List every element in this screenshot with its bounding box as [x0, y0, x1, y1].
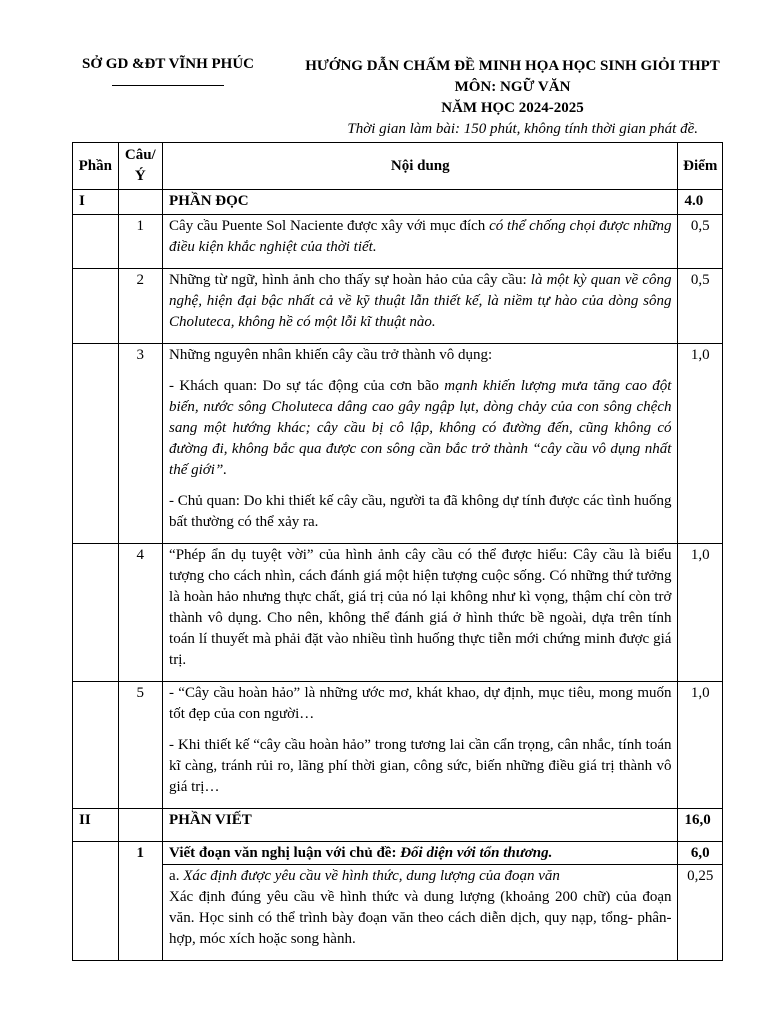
section-part: II: [73, 809, 119, 842]
empty-cell: [73, 344, 119, 544]
empty-cell: [73, 682, 119, 809]
content-paragraph: - “Cây cầu hoàn hảo” là những ước mơ, khát khao, dự định, mục tiêu, mong muốn tốt đẹp của con người…: [169, 685, 672, 722]
section-part: I: [73, 190, 119, 215]
table-row: [73, 215, 723, 269]
question-content: “Phép ẩn dụ tuyệt vời” của hình ảnh cây cầu có thể được hiểu: Cây cầu là biểu tượng cho cách nhìn, cách đánh giá một hiện tượng cuộc sống. Có những thứ tưởng là hoàn hảo nhưng thực chất, giá trị của nó lại không như kì vọng, thậm chí còn trở thành vô dụng. Cho nên, không thể đánh giá ở hình thức bề ngoài, dựa trên tính toán lí thuyết mà phải đặt vào nhiều tình huống thực tiễn mới chứng minh được giá trị.: [163, 544, 678, 682]
content-paragraph: Xác định đúng yêu cầu về hình thức và dung lượng (khoảng 200 chữ) của đoạn văn. Học sinh có thể trình bày đoạn văn theo cách diễn dịch, quy nạp, tổng- phân- hợp, móc xích hoặc song hành.: [169, 889, 672, 947]
time-label: Thời gian làm bài: [347, 121, 455, 137]
header-part: Phần: [73, 143, 119, 190]
content-text: - Khách quan: Do sự tác động của cơn bão: [169, 378, 445, 394]
content-italic: có thể chống chọi được những điều kiện khắc nghiệt của thời tiết.: [169, 218, 672, 255]
content-italic: là một kỳ quan về công nghệ, hiện đại bậc nhất cả về kỹ thuật lẫn thiết kế, là niềm tự hào của dòng sông Choluteca, không hề có một lỗi kĩ thuật nào.: [169, 272, 672, 330]
empty-cell: [73, 215, 119, 269]
question-content: [163, 344, 678, 544]
question-content: [163, 865, 678, 961]
question-content: [163, 269, 678, 344]
content-text: Viết đoạn văn nghị luận với chủ đề:: [169, 845, 401, 861]
header-left: [68, 56, 268, 86]
question-content: [163, 215, 678, 269]
question-number: 3: [118, 344, 162, 544]
question-score: 0,5: [678, 215, 723, 269]
section-title: PHẦN VIẾT: [163, 809, 678, 842]
content-paragraph: - Khi thiết kế “cây cầu hoàn hảo” trong tương lai cần cẩn trọng, cân nhắc, tính toán kĩ càng, tránh rủi ro, lãng phí thời gian, công sức, biến những điều giá trị thành vô giá trị…: [169, 737, 672, 795]
table-row: [73, 865, 723, 961]
question-score: 6,0: [678, 842, 723, 865]
section-score: 4.0: [678, 190, 723, 215]
content-text: Cây cầu Puente Sol Naciente được xây với mục đích: [169, 218, 490, 234]
doc-year: NĂM HỌC 2024-2025: [441, 100, 584, 116]
content-text: Những từ ngữ, hình ảnh cho thấy sự hoàn hảo của cây cầu:: [169, 272, 531, 288]
empty-cell: [73, 269, 119, 344]
org-name: SỞ GD &ĐT VĨNH PHÚC: [82, 56, 254, 72]
question-number: 5: [118, 682, 162, 809]
question-score: 0,25: [678, 865, 723, 961]
doc-subject: MÔN: NGỮ VĂN: [454, 79, 571, 95]
section-writing-row: [73, 809, 723, 842]
question-score: 1,0: [678, 344, 723, 544]
content-objective: [169, 376, 671, 481]
content-italic: Xác định được yêu cầu về hình thức, dung lượng của đoạn văn: [183, 868, 560, 884]
org-underline: [112, 85, 224, 86]
empty-cell: [73, 842, 119, 961]
empty-cell: [118, 190, 162, 215]
time-value: : 150 phút, không tính thời gian phát đề.: [455, 121, 698, 137]
empty-cell: [73, 544, 119, 682]
table-row: [73, 544, 723, 682]
question-number: 1: [118, 842, 162, 961]
section-reading-row: [73, 190, 723, 215]
table-row: [73, 344, 723, 544]
content-subjective: - Chủ quan: Do khi thiết kế cây cầu, người ta đã không dự tính được các tình huống bất thường có thể xảy ra.: [169, 493, 672, 530]
header-question: Câu/ Ý: [118, 143, 162, 190]
grading-table: [72, 142, 723, 961]
question-number: 4: [118, 544, 162, 682]
question-score: 1,0: [678, 682, 723, 809]
doc-title: HƯỚNG DẪN CHẤM ĐỀ MINH HỌA HỌC SINH GIỎI THPT: [305, 58, 720, 74]
content-text: a.: [169, 868, 184, 884]
question-content: [163, 682, 678, 809]
section-score: 16,0: [678, 809, 723, 842]
empty-cell: [118, 809, 162, 842]
question-score: 0,5: [678, 269, 723, 344]
doc-time: [290, 119, 698, 140]
table-header-row: [73, 143, 723, 190]
section-title: PHẦN ĐỌC: [163, 190, 678, 215]
table-row: [73, 269, 723, 344]
question-score: 1,0: [678, 544, 723, 682]
header-content: Nội dung: [163, 143, 678, 190]
question-number: 2: [118, 269, 162, 344]
table-row: [73, 842, 723, 865]
content-italic: Đối diện với tổn thương.: [400, 845, 553, 861]
header-right: [290, 56, 735, 140]
content-italic: mạnh khiến lượng mưa tăng cao đột biến, nước sông Choluteca dâng cao gây ngập lụt, dòng chảy của con sông chệch sang một hướng khác; cây cầu bị cô lập, không có đường đến, cũng không có đường đi, không bắc qua được con sông cần bắc trở thành “cây cầu vô dụng nhất thế giới”.: [169, 378, 672, 478]
table-row: [73, 682, 723, 809]
content-intro: Những nguyên nhân khiến cây cầu trở thành vô dụng:: [169, 347, 493, 363]
header-score: Điểm: [678, 143, 723, 190]
content-subheading: [169, 866, 671, 887]
question-number: 1: [118, 215, 162, 269]
question-content: [163, 842, 678, 865]
